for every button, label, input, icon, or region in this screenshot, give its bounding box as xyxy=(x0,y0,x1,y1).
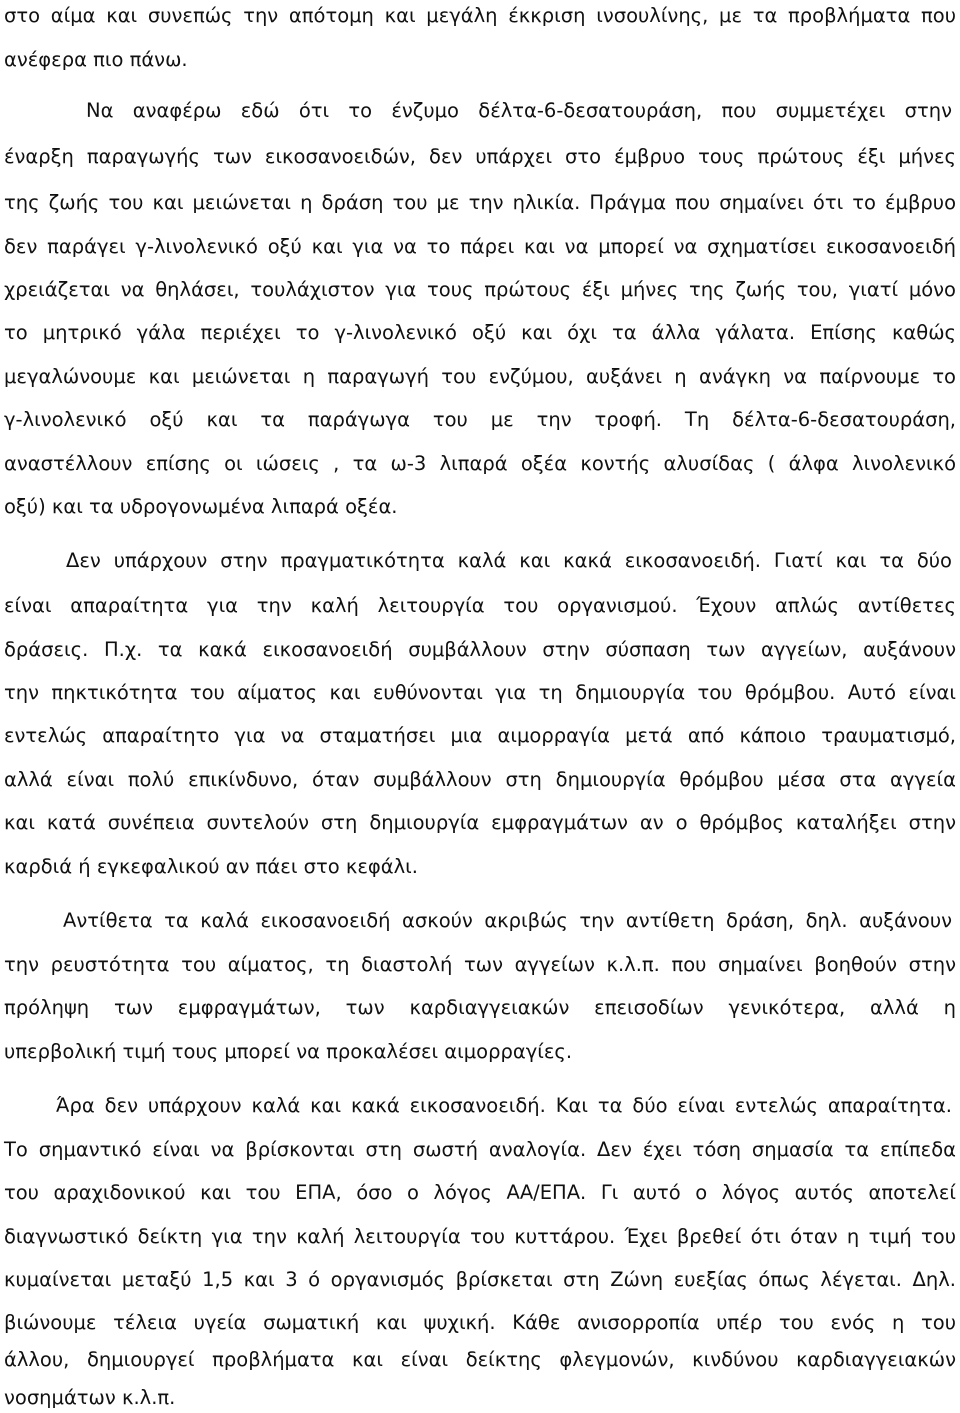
text-line: το μητρικό γάλα περιέχει το γ-λινολενικό οξύ και όχι τα άλλα γάλατα. Επίσης καθώς xyxy=(4,321,956,344)
text-line: κυμαίνεται μεταξύ 1,5 και 3 ό οργανισμός βρίσκεται στη Ζώνη ευεξίας όπως λέγεται. Δηλ. xyxy=(4,1268,956,1291)
text-line: ανέφερα πιο πάνω. xyxy=(4,48,188,71)
text-line: αλλά είναι πολύ επικίνδυνο, όταν συμβάλλουν στη δημιουργία θρόμβου μέσα στα αγγεία xyxy=(4,768,956,791)
text-line: οξύ) και τα υδρογονωμένα λιπαρά οξέα. xyxy=(4,495,398,518)
text-line: της ζωής του και μειώνεται η δράση του με την ηλικία. Πράγμα που σημαίνει ότι το έμβρυο xyxy=(4,191,956,214)
text-line: δεν παράγει γ-λινολενικό οξύ και για να το πάρει και να μπορεί να σχηματίσει εικοσανοειδή xyxy=(4,235,956,258)
text-line: Άρα δεν υπάρχουν καλά και κακά εικοσανοειδή. Και τα δύο είναι εντελώς απαραίτητα. xyxy=(56,1094,952,1117)
text-line: την πηκτικότητα του αίματος και ευθύνονται για τη δημιουργία του θρόμβου. Αυτό είναι xyxy=(4,681,956,704)
text-line: πρόληψη των εμφραγμάτων, των καρδιαγγειακών επεισοδίων γενικότερα, αλλά η xyxy=(4,996,956,1019)
text-line: του αραχιδονικού και του ΕΠΑ, όσο ο λόγος ΑΑ/ΕΠΑ. Γι αυτό ο λόγος αυτός αποτελεί xyxy=(4,1181,956,1204)
text-line: χρειάζεται να θηλάσει, τουλάχιστον για τους πρώτους έξι μήνες της ζωής του, γιατί μόνο xyxy=(4,278,956,301)
text-line: δράσεις. Π.χ. τα κακά εικοσανοειδή συμβάλλουν στην σύσπαση των αγγείων, αυξάνουν xyxy=(4,638,956,661)
text-line: την ρευστότητα του αίματος, τη διαστολή των αγγείων κ.λ.π. που σημαίνει βοηθούν στην xyxy=(4,953,956,976)
text-line: άλλου, δημιουργεί προβλήματα και είναι δείκτης φλεγμονών, κινδύνου καρδιαγγειακών xyxy=(4,1348,956,1371)
text-line: Το σημαντικό είναι να βρίσκονται στη σωστή αναλογία. Δεν έχει τόση σημασία τα επίπεδα xyxy=(4,1138,956,1161)
text-line: μεγαλώνουμε και μειώνεται η παραγωγή του ενζύμου, αυξάνει η ανάγκη να παίρνουμε το xyxy=(4,365,956,388)
text-line: υπερβολική τιμή τους μπορεί να προκαλέσει αιμορραγίες. xyxy=(4,1040,573,1063)
text-line: καρδιά ή εγκεφαλικού αν πάει στο κεφάλι. xyxy=(4,855,418,878)
text-line: και κατά συνέπεια συντελούν στη δημιουργία εμφραγμάτων αν ο θρόμβος καταλήξει στην xyxy=(4,811,956,834)
text-line: βιώνουμε τέλεια υγεία σωματική και ψυχική. Κάθε ανισορροπία υπέρ του ενός η του xyxy=(4,1311,956,1334)
text-line: είναι απαραίτητα για την καλή λειτουργία του οργανισμού. Έχουν απλώς αντίθετες xyxy=(4,594,956,617)
text-line: νοσημάτων κ.λ.π. xyxy=(4,1386,176,1409)
text-line: Δεν υπάρχουν στην πραγματικότητα καλά και κακά εικοσανοειδή. Γιατί και τα δύο xyxy=(66,549,952,572)
text-line: γ-λινολενικό οξύ και τα παράγωγα του με την τροφή. Τη δέλτα-6-δεσατουράση, xyxy=(4,408,956,431)
text-line: αναστέλλουν επίσης οι ιώσεις , τα ω-3 λιπαρά οξέα κοντής αλυσίδας ( άλφα λινολενικό xyxy=(4,452,956,475)
text-line: διαγνωστικό δείκτη για την καλή λειτουργία του κυττάρου. Έχει βρεθεί ότι όταν η τιμή του xyxy=(4,1225,956,1248)
text-line: εντελώς απαραίτητο για να σταματήσει μια αιμορραγία μετά από κάποιο τραυματισμό, xyxy=(4,724,956,747)
text-line: Αντίθετα τα καλά εικοσανοειδή ασκούν ακριβώς την αντίθετη δράση, δηλ. αυξάνουν xyxy=(63,909,952,932)
text-line: έναρξη παραγωγής των εικοσανοειδών, δεν υπάρχει στο έμβρυο τους πρώτους έξι μήνες xyxy=(4,145,956,168)
text-line: Να αναφέρω εδώ ότι το ένζυμο δέλτα-6-δεσατουράση, που συμμετέχει στην xyxy=(86,99,952,122)
text-line: στο αίμα και συνεπώς την απότομη και μεγάλη έκκριση ινσουλίνης, με τα προβλήματα που xyxy=(4,4,956,27)
